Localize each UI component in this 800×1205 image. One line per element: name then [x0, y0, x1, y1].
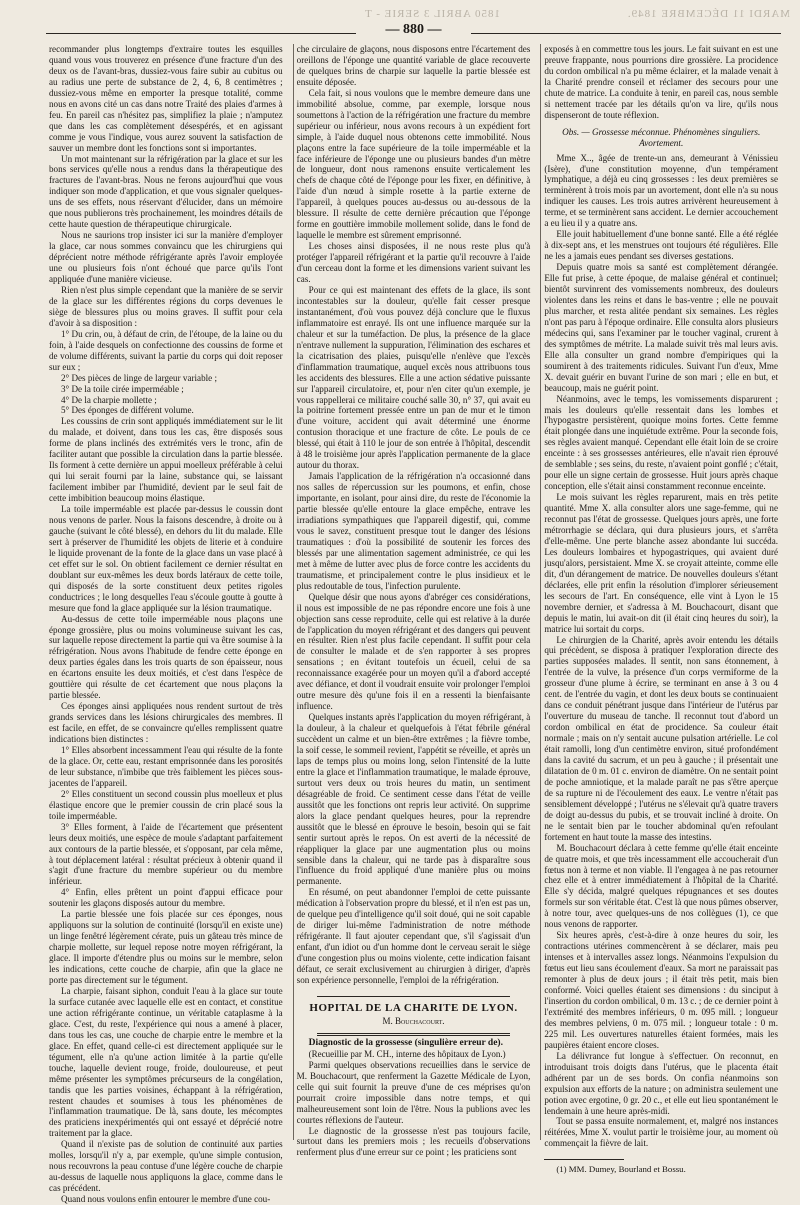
col1-paragraph: La charpie, faisant siphon, conduit l'eau à la glace sur toute la surface cutanée avec laquelle elle est en contact, et constitue une action réfrigérante continue, un véritable cataplasme à la glace. C'est, du reste, l'expérience qui nous a amené à placer, dans tous les cas, une couche de charpie entre le membre et la glace. En effet, quand celle-ci est directement appliquée sur le tégument, elle n'a qu'une action limitée à la partie qu'elle touche, laquelle devient rouge, froide, douloureuse, et peut même présenter les symptômes précurseurs de la congélation, tandis que les parties voisines, échappant à la réfrigération, restent chaudes et soumises à tous les phénomènes de l'inflammation traumatique. De là, sans doute, les mécomptes des praticiens inexpérimentés qui ont essayé et déprécié notre traitement par la glace. — [49, 985, 283, 1139]
col3-paragraph: Mme X.., âgée de trente-un ans, demeurant à Vénissieu (Isère), d'une constitution moyenne, d'un tempérament lymphatique, a déjà eu cinq grossesses : les deux premières se terminèrent à trois mois par un avortement, dont elle n'a su nous indiquer les causes. Les trois autres arrivèrent heureusement à terme, et se terminèrent sans accident. Le dernier accouchement a eu lieu il y a quatre ans. — [544, 152, 779, 229]
column-1-text — [46, 44, 286, 1205]
col1-paragraph: La partie blessée une fois placée sur ces éponges, nous appliquons sur la solution de continuité (lorsqu'il en existe une) un linge fenêtré légèrement cérate, puis un gâteau très mince de charpie mollette, sur lequel repose notre moyen réfrigérant, la glace. Il importe d'étendre plus ou moins sur le membre, selon les indications, cette couche de charpie, afin que la glace ne porte pas directement sur le tégument. — [49, 909, 283, 986]
col3-paragraph: Néanmoins, avec le temps, les vomissements disparurent ; mais les douleurs qu'elle ressentait dans les lombes et l'hypogastre persistèrent, quoique moins fortes. Cette femme était plongée dans une inquiétude extrême. Pour la seconde fois, ses règles avaient manqué. Cependant elle était loin de se croire enceinte : à ses grossesses antérieures, elle n'avait rien éprouvé de semblable ; ses seins, du reste, n'avaient point gonflé ; c'était, pour elle un signe certain de grossesse. Huit jours après chaque conception, elle s'était ainsi constamment reconnue enceinte. — [544, 393, 779, 492]
col3-paragraph: La délivrance fut longue à s'effectuer. On reconnut, en introduisant trois doigts dans l'utérus, que le placenta était adhérent par un de ses bords. On confia néanmoins son expulsion aux efforts de la nature ; on administra seulement une potion avec ergotine, 0 gr. 20 c., et elle eut lieu spontanément le lendemain à une heure après-midi. — [544, 1050, 779, 1116]
column-3-body — [544, 153, 778, 1150]
col3-paragraph: Le chirurgien de la Charité, après avoir entendu les détails qui précèdent, se disposa à pratiquer l'exploration directe des parties supposées malades. Il sentit, non sans étonnement, à l'entrée de la vulve, la présence d'un corps vermiforme de la grosseur d'une plume à écrire, se terminant en anse à 3 ou 4 cent. de l'entrée du vagin, et dont les deux bouts se continuaient dans ce conduit pénétrant jusque dans l'intérieur de l'utérus par l'ouverture du museau de tanche. Il reconnut tout d'abord un cordon ombilical en état de procidence. Sa couleur était normale ; mais on n'y sentait aucune pulsation artérielle. Le col était ramolli, long d'un centimètre environ, situé profondément dans la cavité du sacrum, et un peu à gauche ; il présentait une dilatation de 0 m. 01 c. environ de diamètre. On ne sentait point de poche amniotique, et la malade paraît ne pas s'être aperçue de sa rupture ni de l'écoulement des eaux. Le ventre n'était pas sensiblement développé ; l'utérus ne s'élevait qu'à quatre travers de doigt au-dessus du pubis, et se trouvait incliné à droite. On ne le sentait bien par le toucher abdominal qu'en refoulant fortement en haut toute la masse des intestins. — [544, 634, 779, 842]
column-3-intro — [544, 44, 778, 121]
col1-paragraph: recommander plus longtemps d'extraire toutes les esquilles quand vous vous trouverez en présence d'une fracture d'un des deux os de l'avant-bras, dussiez-vous faire subir au cubitus ou au radius une perte de substance de 2, 4, 6, 8 centimètres ; dussiez-vous même en emporter la presque totalité, comme nous en avons cité un cas dans notre Traité des plaies d'armes à feu. En pareil cas n'hésitez pas, simplifiez la plaie ; n'amputez que dans les cas complètement désespérés, et en agissant comme je vous l'indique, vous aurez souvent la satisfaction de sauver un membre dont les fonctions sont si importantes. — [49, 44, 283, 153]
col1-paragraph: 2° Elles constituent un second coussin plus moelleux et plus élastique encore que le premier coussin de crin placé sous la toile imperméable. — [49, 788, 283, 821]
col3-paragraph: M. Bouchacourt déclara à cette femme qu'elle était enceinte de quatre mois, et que très incessamment elle accoucherait d'un fœtus non à terme et non viable. Il l'engagea à ne pas retourner chez elle et à entrer immédiatement à l'hôpital de la Charité. Elle s'y décida, malgré quelques répugnances et ses doutes formels sur son véritable état. C'est là que nous pûmes observer, à notre tour, avec quelques-uns de nos collègues (1), ce que nous venons de rapporter. — [544, 842, 779, 930]
col3_intro-paragraph: exposés à en commettre tous les jours. Le fait suivant en est une preuve frappante, nous pourrions dire grossière. La procidence du cordon ombilical n'a pu même éclairer, et la malade venait à la Charité prendre conseil et réclamer des secours pour une chute de matrice. La conduite à tenir, en pareil cas, nous semble si nettement tracée par les détails qu'on va lire, qu'ils nous dispenseront de toute réflexion. — [544, 44, 779, 120]
column-2-text — [294, 44, 534, 1158]
page-header — [46, 22, 781, 44]
col3-paragraph: Le mois suivant les règles reparurent, mais en très petite quantité. Mme X. alla consulter alors une sage-femme, qui ne reconnut pas l'état de grossesse. Quelques jours après, une forte métrorrhagie se déclara, qui dura plusieurs jours, et s'arrêta d'elle-même. Une perte blanche assez abondante lui succéda. Les douleurs lombaires et hypogastriques, qui avaient duré jusqu'alors, persistaient. Mme X. se croyait atteinte, comme elle dit, d'un dérangement de matrice. De nouvelles douleurs s'étant déclarées, elle prit enfin la résolution d'implorer sérieusement les secours de l'art. En conséquence, elle vint à Lyon le 15 novembre dernier, et s'adressa à M. Bouchacourt, disant que depuis le matin, lui avait-on dit (il était cinq heures du soir), la matrice lui sortait du corps. — [544, 492, 779, 634]
header-rule-right — [471, 33, 781, 34]
bleed-right: MARDI 11 DÉCEMBRE 1849. — [626, 8, 790, 20]
col1-paragraph: 4° Enfin, elles prêtent un point d'appui efficace pour soutenir les glaçons disposés autour du membre. — [49, 887, 283, 909]
col2-paragraph: Quelques instants après l'application du moyen réfrigérant, à la douleur, à la chaleur et quelquefois à l'état fébrile général succèdent un calme et un bien-être extrêmes ; la fièvre tombe, la soif cesse, le sommeil revient, l'appétit se réveille, et après un laps de temps plus ou moins long, selon l'intensité de la lutte entre la glace et l'inflammation traumatique, le malade éprouve, surtout vers deux ou trois heures du matin, un sentiment désagréable de froid. Ce sentiment cesse dans l'état de veille aussitôt que les fonctions ont repris leur activité. On supprime alors la glace pendant quelques heures, pour la reprendre aussitôt que le blessé en éprouve le besoin, besoin qui se fait sentir surtout après le repos. On est averti de la nécessité de réappliquer la glace par une augmentation plus ou moins sensible dans la chaleur, qui ne tarde pas à disparaître sous l'influence du froid appliqué d'une manière plus ou moins permanente. — [296, 712, 531, 887]
column-2-section-body — [297, 1060, 531, 1159]
col2_section-paragraph: Le diagnostic de la grossesse n'est pas toujours facile, surtout dans les premiers mois ; les recueils d'observations renferment plus d'une erreur sur ce point ; les praticiens sont — [296, 1125, 531, 1158]
article-credit: (Recueillie par M. CH., interne des hôpitaux de Lyon.) — [308, 1048, 506, 1059]
column-2-body — [297, 44, 531, 986]
col2-paragraph: En résumé, on peut abandonner l'emploi de cette puissante médication à l'observation propre du blessé, et il n'en est pas un, de quelque peu d'intelligence qu'il soit doué, qui ne soit capable de diriger lui-même l'administration de notre méthode réfrigérante. Il faut ajouter cependant que, s'il s'agissait d'un enfant, d'un idiot ou d'un homme dont le cerveau serait le siège d'une congestion plus ou moins violente, cette indication faisant défaut, ce serait exclusivement au chirurgien à diriger, d'après son expérience personnelle, l'emploi de la réfrigération. — [296, 887, 531, 986]
col1-paragraph: Les coussins de crin sont appliqués immédiatement sur le lit du malade, et doivent, dans tous les cas, être disposés sous forme de plans inclinés des extrémités vers le tronc, afin de faciliter autant que possible la circulation dans la partie blessée. Ils forment à cette dernière un appui moelleux préférable à celui qui lui serait fourni par la laine, substance qui, se laissant facilement imbiber par l'humidité, devient par le seul fait de cette imbibition beaucoup moins élastique. — [49, 416, 283, 504]
section-title: HOPITAL DE LA CHARITE DE LYON. — [309, 1001, 518, 1014]
col1-paragraph: 1° Du crin, ou, à défaut de crin, de l'étoupe, de la laine ou du foin, à l'aide desquels on confectionne des coussins de forme et de volume différents, suivant la partie du corps qui doit reposer sur eux ; — [49, 328, 283, 372]
column-2 — [293, 44, 534, 1158]
col2_section-paragraph: Parmi quelques observations recueillies dans le service de M. Bouchacourt, que renferment la Gazette Médicale de Lyon, celle qui suit fournit la preuve d'une de ces méprises qu'on pourrait croire impossible dans notre temps, et qui malheureusement sont loin de l'être. Nous la publions avec les courtes réflexions de l'auteur. — [296, 1059, 531, 1125]
page-number: — 880 — — [385, 22, 442, 37]
col3-paragraph: Six heures après, c'est-à-dire à onze heures du soir, les contractions utérines commencèrent à se déclarer, mais peu intenses et à intervalles assez longs. Néanmoins l'expulsion du fœtus eut lieu sans écoulement d'eaux. Sa mort ne paraissait pas remonter à plus de deux jours ; il était très petit, mais bien conformé. Voici quelles étaient ses dimensions : du sinciput à l'insertion du cordon ombilical, 0 m. 13 c. ; de ce dernier point à l'extrémité des membres inférieurs, 0 m. 095 mill. ; longueur des membres pelviens, 0 m. 075 mil. ; longueur totale : 0 m. 225 mil. Les ouvertures naturelles étaient formées, mais les paupières étaient encore closes. — [544, 930, 779, 1050]
bleed-left: 1850 ABRIL 3 SERIE - T — [364, 8, 500, 20]
col1-paragraph: 3° Elles forment, à l'aide de l'écartement que présentent leurs deux moitiés, une espèce de moule s'adaptant parfaitement aux contours de la partie blessée, et s'opposant, par cela même, à tout déplacement latéral : résultat précieux à obtenir quand il s'agit d'une fracture du membre supérieur ou du membre inférieur. — [49, 821, 283, 887]
col1-paragraph: Rien n'est plus simple cependant que la manière de se servir de la glace sur les différentes régions du corps devenues le siège de blessures plus ou moins graves. Il suffit pour cela d'avoir à sa disposition : — [49, 284, 283, 328]
col2-paragraph: Jamais l'application de la réfrigération n'a occasionné dans nos salles de répercussion sur les poumons, et enfin, chose importante, en isolant, pour ainsi dire, du reste de l'économie la partie blessée qu'elle entoure la glace empêche, entrave les irradiations sympathiques que l'appareil digestif, qui, comme vous le savez, constituent presque tout le danger des lésions traumatiques : d'où la possibilité de soutenir les forces des blessés par une alimentation sagement administrée, ce qui les met à même de lutter avec plus de force contre les accidents du traumatisme, et principalement contre le plus insidieux et le plus redoutable de tous, l'infection purulente. — [296, 471, 531, 591]
col1-paragraph: 4° De la charpie mollette ; — [61, 394, 157, 405]
section-author: M. Bouchacourt. — [382, 1015, 445, 1026]
col2-paragraph: Pour ce qui est maintenant des effets de la glace, ils sont incontestables sur la douleur, qu'elle fait cesser presque instantanément, d'où vous pouvez déjà conclure que le fluxus inflammatoire est enrayé. Ils ont une influence marquée sur la chaleur et sur la tuméfaction. De plus, la présence de la glace n'entrave nullement la suppuration, l'élimination des eschares et la cicatrisation des plaies, puisqu'elle n'enlève que l'excès d'inflammation traumatique, auquel excès nous attribuons tous les accidents des blessures. Elle a une action sédative puissante sur l'appareil circulatoire, et, pour n'en citer qu'un exemple, je vous rappellerai ce militaire couché salle 30, n° 37, qui avait eu la poitrine fortement pressée entre un pan de mur et le timon d'une voiture, accident qui avait déterminé une énorme contusion thoracique et une fracture de côte. Le pouls de ce blessé, qui était à 110 le jour de son entrée à l'hôpital, descendit à 48 le troisième jour après l'application permanente de la glace autour du thorax. — [296, 284, 531, 471]
col2-paragraph: Quelque désir que nous ayons d'abréger ces considérations, il nous est impossible de ne pas répondre encore une fois à une objection sans cesse reproduite, celle qui est relative à la durée de l'application du moyen réfrigérant et des dangers qui peuvent en résulter. Rien n'est plus facile cependant. Il suffit pour cela de consulter le malade et de s'en rapporter à ses propres sensations ; en évitant toutefois un écueil, celui de sa reconnaissance exagérée pour un moyen qu'il a d'abord accepté avec défiance, et dont il voudrait ensuite voir prolonger l'emploi outre mesure dès qu'une fois il en a ressenti la bienfaisante influence. — [296, 591, 531, 712]
columns — [46, 44, 781, 1205]
col1-paragraph: 3° De la toile cirée imperméable ; — [61, 383, 184, 394]
col1-paragraph: 1° Elles absorbent incessamment l'eau qui résulte de la fonte de la glace. Or, cette eau, restant emprisonnée dans les porosités de leur substance, n'imbibe que très faiblement les pièces sous-jacentes de l'appareil. — [49, 745, 283, 788]
section-rule-top — [317, 996, 511, 997]
article-subhead: Diagnostic de la grossesse (singulière erreur de). — [308, 1037, 503, 1048]
col3-paragraph: Depuis quatre mois sa santé est complètement dérangée. Elle fut prise, à cette époque, de malaise général et continuel; bientôt survinrent des vomissements nombreux, des douleurs violentes dans les reins et dans le bas-ventre ; elle ne pouvait plus marcher, et resta alitée pendant six semaines. Les règles n'ont pas paru à l'époque ordinaire. Elle consulta alors plusieurs médecins qui, sans l'examiner par le toucher vaginal, crurent à des symptômes de métrite. La malade suivit très mal leurs avis. Elle alla consulter un grand nombre d'empiriques qui la soumirent à des traitements ridicules. Suivant l'un d'eux, Mme X. devait guérir en buvant l'urine de son mari ; elle en but, et beaucoup, mais ne guérit point. — [544, 262, 779, 393]
footnote: (1) MM. Dumey, Bourland et Bossu. — [556, 1164, 686, 1175]
col1-paragraph: Au-dessus de cette toile imperméable nous plaçons une éponge grossière, plus ou moins volumineuse suivant les cas, sur laquelle repose directement la partie qui va être soumise à la réfrigération. Nous avons l'habitude de fendre cette éponge en deux parties égales dans les trois quarts de son épaisseur, nous en écartons ensuite les deux moitiés, et c'est dans l'espèce de gouttière qui résulte de cet écartement que nous plaçons la partie blessée. — [49, 613, 283, 701]
column-3-text — [541, 44, 781, 1175]
col2-paragraph: che circulaire de glaçons, nous disposons entre l'écartement des oreillons de l'éponge une quantité variable de glace recouverte de quelques brins de charpie sur laquelle la partie blessée est ensuite déposée. — [296, 44, 531, 87]
column-1 — [46, 44, 286, 1205]
col1-paragraph: Quand nous voulons enfin entourer le membre d'une cou- — [61, 1194, 271, 1205]
col2-paragraph: Les choses ainsi disposées, il ne nous reste plus qu'à protéger l'appareil réfrigérant et la partie qu'il recouvre à l'aide d'un cerceau dont la forme et les dimensions varient suivant les cas. — [296, 241, 531, 285]
col3-paragraph: Elle jouit habituellement d'une bonne santé. Elle a été réglée à dix-sept ans, et les menstrues ont toujours été régulières. Elle ne les a jamais eues pendant ses diverses gestations. — [544, 229, 779, 262]
col1-paragraph: La toile imperméable est placée par-dessus le coussin dont nous venons de parler. Nous la faisons descendre, à droite ou à gauche (suivant le côté blessé), en dehors du lit du malade. Elle sert à préserver de l'humidité les objets de literie et à conduire le liquide provenant de la fonte de la glace dans un vase placé à cet effet sur le sol. On obtient facilement ce dernier résultat en doublant sur eux-mêmes les deux bords latéraux de cette toile, qui disposés de la sorte constituent deux petites rigoles conductrices ; le long desquelles l'eau s'écoule goutte à goutte à mesure que fond la glace appliquée sur la lésion traumatique. — [49, 504, 283, 613]
col1-paragraph: 5° Des éponges de différent volume. — [61, 405, 194, 416]
observation-heading: Obs. — Grossesse méconnue. Phénomènes singuliers. Avortement. — [562, 126, 761, 148]
col1-paragraph: Nous ne saurions trop insister ici sur la manière d'employer la glace, car nous sommes convaincu que les chirurgiens qui déprécient notre méthode réfrigérante après l'avoir employée une ou plusieurs fois n'ont échoué que parce qu'ils l'ont appliquée d'une manière vicieuse. — [49, 230, 283, 285]
col3-paragraph: Tout se passa ensuite normalement, et, malgré nos instances réitérées, Mme X. voulut partir le troisième jour, au moment où commençait la fièvre de lait. — [544, 1116, 779, 1149]
section-rule-bottom — [317, 1033, 511, 1036]
column-3 — [540, 44, 781, 1175]
col1-paragraph: Un mot maintenant sur la réfrigération par la glace et sur les bons services qu'elle nous a rendus dans la thérapeutique des fractures de l'avant-bras. Nous ne ferons aujourd'hui que vous indiquer son mode d'application, et que vous signaler quelques-uns de ses effets, nous réservant d'élucider, dans un mémoire que nous publierons très prochainement, les moindres détails de cette haute question de thérapeutique chirurgicale. — [49, 153, 283, 230]
col1-paragraph: Quand il n'existe pas de solution de continuité aux parties molles, lorsqu'il n'y a, par exemple, qu'une simple contusion, nous recouvrons la peau contuse d'une légère couche de charpie au-dessus de laquelle nous appliquons la glace, comme dans le cas précédent. — [49, 1139, 283, 1194]
col1-paragraph: 2° Des pièces de linge de largeur variable ; — [61, 372, 217, 383]
col2-paragraph: Cela fait, si nous voulons que le membre demeure dans une immobilité absolue, comme, par exemple, lorsque nous soumettons à l'action de la réfrigération une fracture du membre supérieur ou inférieur, nous avons recours à un expédient fort simple, à l'aide duquel nous obtenons cette immobilité. Nous plaçons entre la face supérieure de la toile imperméable et la face inférieure de l'éponge une ou plusieurs bandes d'un mètre de longueur, dont nous ramenons ensuite verticalement les chefs de chaque côté de l'éponge pour les fixer, en définitive, à l'aide d'un nœud à simple rosette à la partie externe de l'appareil, à quelques pouces au-dessus ou au-dessous de la blessure. Il résulte de cette dernière précaution que l'éponge forme en gouttière immobile mollement solide, dans le fond de laquelle le membre est sûrement emprisonné. — [296, 87, 531, 241]
footnote-separator — [544, 1159, 624, 1160]
col1-paragraph: Ces éponges ainsi appliquées nous rendent surtout de très grands services dans les lésions chirurgicales des membres. Il est facile, en effet, de se convaincre qu'elles remplissent quatre indications bien distinctes : — [49, 701, 283, 745]
